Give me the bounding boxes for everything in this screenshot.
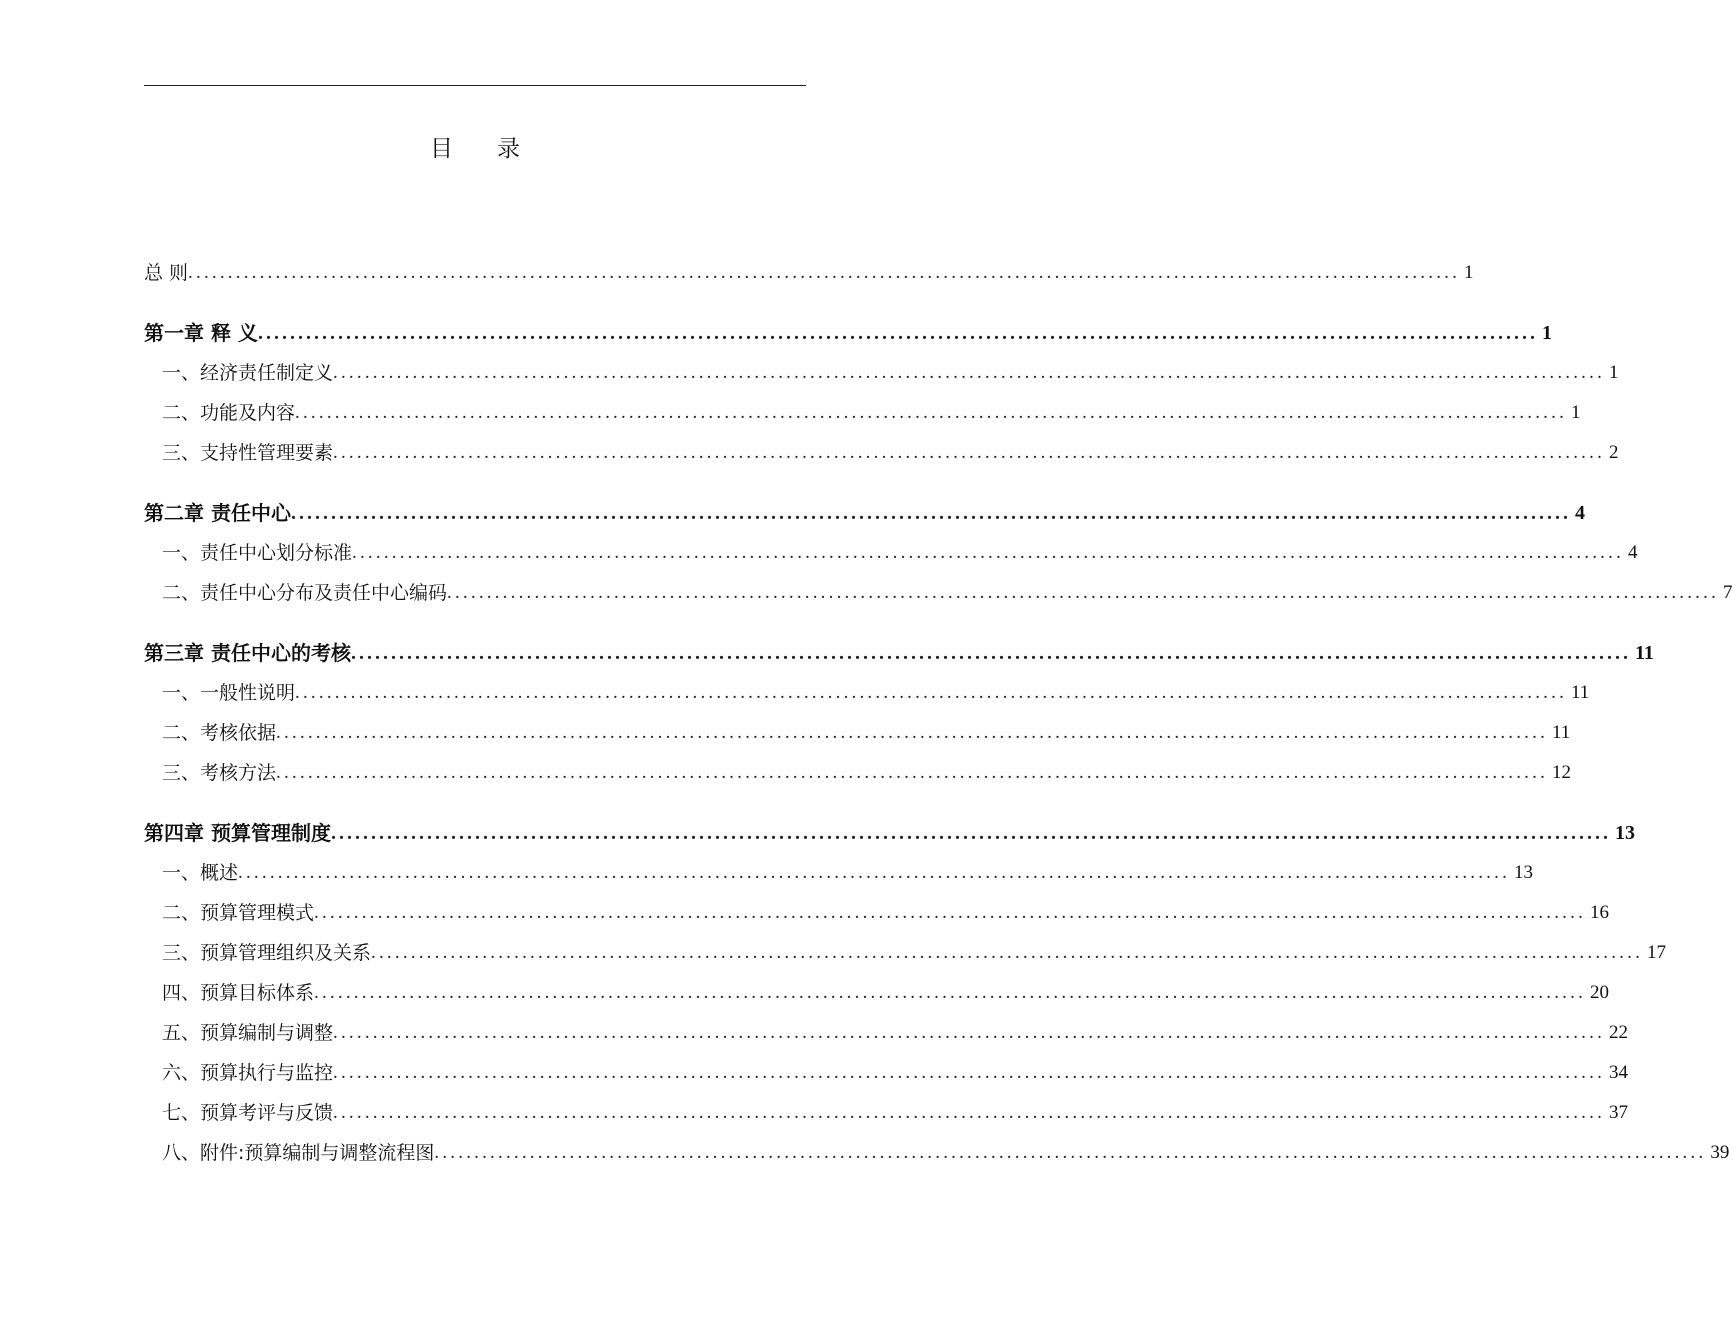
toc-dot-leader: ................................................................................................................................................................: [188, 262, 1461, 283]
toc-entry-label: 三、预算管理组织及关系: [162, 942, 372, 964]
toc-entry-label: 一、一般性说明: [162, 682, 296, 704]
toc-section[interactable]: [162, 973, 1610, 1007]
toc-entry-label: 六、预算执行与监控: [162, 1062, 334, 1084]
toc-entry-label: 八、附件:预算编制与调整流程图: [162, 1142, 435, 1164]
toc-dot-leader: ................................................................................................................................................................: [295, 682, 1568, 703]
toc-entry-label: 七、预算考评与反馈: [162, 1102, 334, 1124]
toc-dot-leader: ................................................................................................................................................................: [295, 402, 1568, 423]
toc-dot-leader: ................................................................................................................................................................: [333, 442, 1606, 463]
toc-entry-label: 二、责任中心分布及责任中心编码: [162, 582, 448, 604]
toc-entry-label: 三、支持性管理要素: [162, 442, 334, 464]
toc-entry-label: 一、经济责任制定义: [162, 362, 334, 384]
toc-page-number: 34: [1609, 1062, 1629, 1083]
toc-dot-leader: ................................................................................................................................................................: [314, 902, 1587, 923]
toc-dot-leader: ................................................................................................................................................................: [352, 542, 1625, 563]
toc-section[interactable]: [162, 1013, 1629, 1047]
toc-entry-label: 二、考核依据: [162, 722, 277, 744]
toc-page-number: 13: [1514, 862, 1534, 883]
toc-entry-label: 三、考核方法: [162, 762, 277, 784]
toc-dot-leader: ................................................................................................................................................................: [314, 982, 1587, 1003]
toc-dot-leader: ................................................................................................................................................................: [330, 822, 1611, 844]
toc-section[interactable]: [162, 393, 1581, 427]
toc-page-number: 1: [1571, 402, 1581, 423]
toc-page-number: 1: [1609, 362, 1619, 383]
toc-section[interactable]: [162, 893, 1610, 927]
toc-section[interactable]: [162, 1133, 1730, 1167]
toc-dot-leader: ................................................................................................................................................................: [290, 502, 1571, 524]
toc-dot-leader: ................................................................................................................................................................: [434, 1142, 1707, 1163]
toc-section[interactable]: [162, 853, 1534, 887]
toc-chapter-4[interactable]: [144, 813, 1635, 847]
toc-entry-label: 第四章 预算管理制度: [144, 821, 331, 845]
toc-page-number: 11: [1634, 642, 1654, 664]
toc-page-number: 17: [1647, 942, 1667, 963]
title-char-1: 目: [430, 136, 453, 162]
toc-chapter-1[interactable]: [144, 313, 1552, 347]
toc-page-number: 11: [1571, 682, 1590, 703]
toc-dot-leader: ................................................................................................................................................................: [276, 762, 1549, 783]
toc-page-number: 20: [1590, 982, 1610, 1003]
toc-dot-leader: ................................................................................................................................................................: [333, 1022, 1606, 1043]
toc-page-number: 37: [1609, 1102, 1629, 1123]
toc-entry-label: 二、预算管理模式: [162, 902, 315, 924]
toc-page-number: 1: [1541, 322, 1552, 344]
toc-section[interactable]: [162, 673, 1590, 707]
toc-entry-label: 一、责任中心划分标准: [162, 542, 353, 564]
toc-section[interactable]: [162, 1093, 1629, 1127]
toc-chapter-3[interactable]: [144, 633, 1654, 667]
toc-page-number: 1: [1464, 262, 1474, 283]
toc-dot-leader: ................................................................................................................................................................: [333, 362, 1606, 383]
toc-page-number: 2: [1609, 442, 1619, 463]
toc-dot-leader: ................................................................................................................................................................: [350, 642, 1631, 664]
toc-page-number: 22: [1609, 1022, 1629, 1043]
toc-dot-leader: ................................................................................................................................................................: [257, 322, 1538, 344]
toc-dot-leader: ................................................................................................................................................................: [276, 722, 1549, 743]
toc-page-number: 4: [1574, 502, 1585, 524]
toc-page-number: 4: [1628, 542, 1638, 563]
toc-section[interactable]: [162, 573, 1733, 607]
toc-page-number: 16: [1590, 902, 1610, 923]
toc-entry-label: 第二章 责任中心: [144, 501, 291, 525]
toc-page-number: 11: [1552, 722, 1571, 743]
title-char-2: 录: [497, 136, 520, 162]
toc-section[interactable]: [162, 713, 1571, 747]
toc-section[interactable]: [162, 1053, 1629, 1087]
toc-chapter-2[interactable]: [144, 493, 1585, 527]
toc-section[interactable]: [162, 353, 1619, 387]
toc-entry-label: 二、功能及内容: [162, 402, 296, 424]
toc-dot-leader: ................................................................................................................................................................: [333, 1062, 1606, 1083]
toc-entry-label: 一、概述: [162, 862, 239, 884]
toc-entry-label: 总 则: [144, 262, 189, 284]
toc-entry-label: 第一章 释 义: [144, 321, 258, 345]
toc-entry-label: 第三章 责任中心的考核: [144, 641, 351, 665]
toc-dot-leader: ................................................................................................................................................................: [447, 582, 1720, 603]
toc-page-number: 7: [1723, 582, 1733, 603]
toc-entry-label: 五、预算编制与调整: [162, 1022, 334, 1044]
toc-dot-leader: ................................................................................................................................................................: [333, 1102, 1606, 1123]
toc-page-number: 13: [1614, 822, 1635, 844]
toc-section[interactable]: [162, 753, 1572, 787]
toc-dot-leader: ................................................................................................................................................................: [238, 862, 1511, 883]
toc-page-number: 12: [1552, 762, 1572, 783]
toc-section[interactable]: [162, 433, 1619, 467]
toc-entry-label: 四、预算目标体系: [162, 982, 315, 1004]
toc-entry-general[interactable]: [144, 253, 1474, 287]
toc-section[interactable]: [162, 533, 1638, 567]
toc-dot-leader: ................................................................................................................................................................: [371, 942, 1644, 963]
toc-section[interactable]: [162, 933, 1667, 967]
toc-page-number: 39: [1710, 1142, 1730, 1163]
